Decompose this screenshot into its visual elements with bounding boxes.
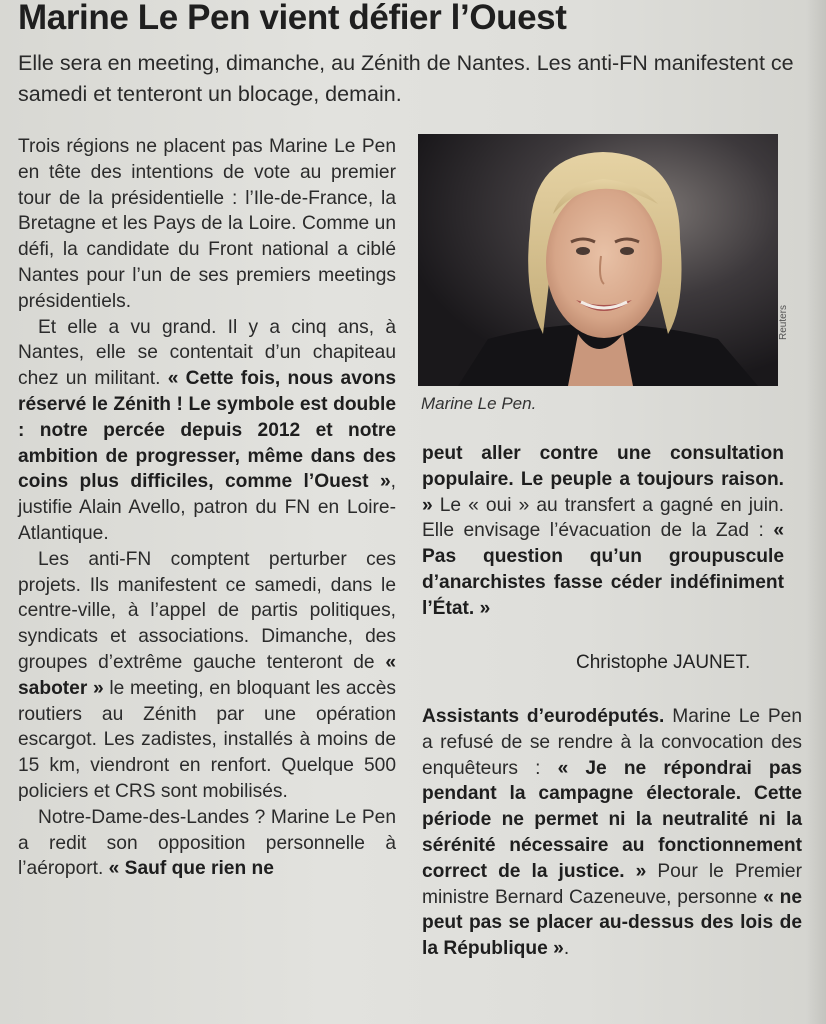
portrait-photo xyxy=(418,134,778,386)
headline: Marine Le Pen vient défier l’Ouest xyxy=(18,0,567,37)
quote-nddl-start: « Sauf que rien ne xyxy=(108,858,274,880)
photo-caption: Marine Le Pen. xyxy=(421,394,537,413)
column-right-top xyxy=(422,441,784,622)
quote-avello: « Cette fois, nous avons réservé le Zénith ! Le symbole est double : notre percée depuis 2012 et notre ambition de progresser, même dans des coins plus difficiles, comme l’Ouest » xyxy=(18,368,396,493)
author-signature: Christophe JAUNET. xyxy=(576,652,751,673)
quote-saboter: « saboter » xyxy=(18,651,396,699)
paragraph-3: Les anti-FN comptent perturber ces projets. Ils manifestent ce samedi, dans le centre-ville, à l’appel de partis politiques, syndicats et associations. Dimanche, des groupes d’extrême gauche tenteront de « saboter » le meeting, en bloquant les accès routiers au Zénith par une opération escargot. Les zadistes, installés à moins de 15 km, viendront en renfort. Quelque 500 policiers et CRS sont mobilisés. xyxy=(18,548,396,802)
subheadline: Elle sera en meeting, dimanche, au Zénith de Nantes. Les anti-FN manifestent ce samedi et tenteront un blocage, demain. xyxy=(18,51,794,106)
paragraph-4: Notre-Dame-des-Landes ? Marine Le Pen a redit son opposition personnelle à l’aéroport. « Sauf que rien ne xyxy=(18,806,396,880)
portrait-illustration xyxy=(418,134,778,386)
box-paragraph: Assistants d’eurodéputés. Marine Le Pen a refusé de se rendre à la convocation des enquêteurs : « Je ne répondrai pas pendant la campagne électorale. Cette période ne permet ni la neutralité ni la sérénité nécessaire au fonctionnement correct de la justice. » Pour le Premier ministre Bernard Cazeneuve, personne « ne peut pas se placer au-dessus des lois de la République ». xyxy=(422,706,803,960)
page-shadow xyxy=(806,0,826,1024)
photo-credit: Reuters xyxy=(778,304,789,340)
quote-zad: « Pas question qu’un groupuscule d’anarchistes fasse céder indéfiniment l’État. » xyxy=(422,520,784,619)
box-title: Assistants d’eurodéputés. xyxy=(422,706,665,727)
column-left xyxy=(18,134,396,882)
quote-le-pen: « Je ne répondrai pas pendant la campagne électorale. Cette période ne permet ni la neutralité ni la sérénité nécessaire au fonctionnement correct de la justice. » xyxy=(422,757,802,882)
paragraph-1: Trois régions ne placent pas Marine Le Pen en tête des intentions de vote au premier tour de la présidentielle : l’Ile-de-France, la Bretagne et les Pays de la Loire. Comme un défi, la candidate du Front national a ciblé Nantes pour l’un de ses premiers meetings présidentiels. xyxy=(18,136,396,312)
paragraph-4-continued: peut aller contre une consultation populaire. Le peuple a toujours raison. » Le « oui » au transfert a gagné en juin. Elle envisage l’évacuation de la Zad : « Pas question qu’un groupuscule d’anarchistes fasse céder indéfiniment l’État. » xyxy=(422,443,784,619)
sidebar-box xyxy=(422,704,802,962)
paragraph-2: Et elle a vu grand. Il y a cinq ans, à Nantes, elle se contentait d’un chapiteau chez un militant. « Cette fois, nous avons réservé le Zénith ! Le symbole est double : notre percée depuis 2012 et notre ambition de progresser, même dans des coins plus difficiles, comme l’Ouest », justifie Alain Avello, patron du FN en Loire-Atlantique. xyxy=(18,316,396,544)
quote-nddl-cont: peut aller contre une consultation populaire. Le peuple a toujours raison. » xyxy=(422,443,784,516)
quote-cazeneuve: « ne peut pas se placer au-dessus des lois de la République » xyxy=(422,886,802,960)
